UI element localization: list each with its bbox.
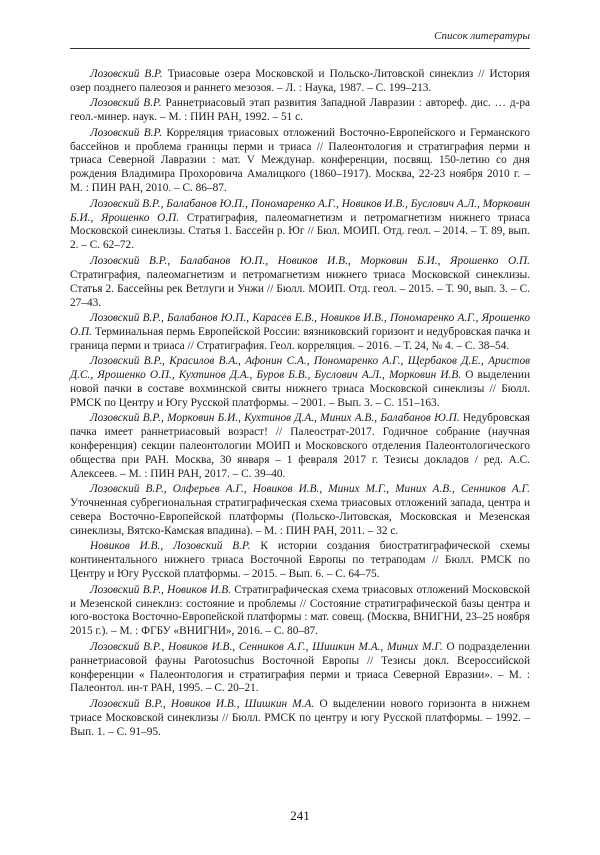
reference-entry bbox=[70, 698, 530, 740]
reference-authors: Лозовский В.Р., Красилов В.А., Афонин С.А., Пономаренко А.Г., Щербаков Д.Е., Аристов Д.С., Ярошенко О.П., Кухтинов Д.А., Буров Б.В., Буслович А.Л., Морковин И.В. bbox=[70, 355, 530, 382]
reference-entry bbox=[70, 312, 530, 354]
reference-authors: Лозовский В.Р., Олферьев А.Г., Новиков И.В., Миних М.Г., Миних А.В., Сенников А.Г. bbox=[90, 483, 530, 496]
reference-text: О выделении новой пачки в составе вохминской свиты нижнего триаса Московской синеклизы // Бюлл. РМСК по Центру и Югу Русской платформы. – 2001. – Вып. 3. – С. 151–163. bbox=[70, 369, 530, 409]
reference-text: Стратиграфия, палеомагнетизм и петромагнетизм нижнего триаса Московской синеклизы. Статья 1. Бассейн р. Юг // Бюл. МОИП. Отд. геол. – 2014. – Т. 89, вып. 2. – С. 62–72. bbox=[70, 211, 530, 252]
reference-entry bbox=[70, 127, 530, 197]
header-divider bbox=[70, 48, 530, 49]
reference-entry bbox=[70, 255, 530, 311]
reference-entry bbox=[70, 355, 530, 411]
reference-text: К истории создания биостратиграфической схемы континентального нижнего триаса Восточной Европы по тетраподам // Бюлл. РМСК по Центру и Югу Русской платформы. – 2015. – Вып. 6. – С. 64–75. bbox=[70, 540, 530, 581]
reference-entry bbox=[70, 412, 530, 482]
reference-text: Корреляция триасовых отложений Восточно-Европейского и Германского бассейнов и проблема границы перми и триаса // Палеонтология и стратиграфия перми и триаса Северной Лавразии : мат. V Междунар. конференции, посвящ. 150-летию со дня рождения Владимира Прохоровича Амалицкого (1860–1917). Москва, 22-23 ноября 2010 г. – М. : ПИН РАН, 2010. – С. 86–87. bbox=[70, 126, 530, 195]
reference-entry bbox=[70, 97, 530, 125]
reference-authors: Новиков И.В., Лозовский В.Р. bbox=[90, 540, 251, 553]
reference-authors: Лозовский В.Р., Новиков И.В. bbox=[90, 583, 231, 596]
reference-authors: Лозовский В.Р. bbox=[90, 126, 163, 139]
reference-entry bbox=[70, 641, 530, 697]
reference-entry bbox=[70, 198, 530, 254]
reference-list bbox=[70, 68, 530, 741]
reference-authors: Лозовский В.Р., Морковин Б.И., Кухтинов Д.А., Миних А.В., Балабанов Ю.П. bbox=[90, 412, 460, 425]
reference-authors: Лозовский В.Р., Балабанов Ю.П., Пономаренко А.Г., Новиков И.В., Буслович А.Л., Морковин Б.И., Ярошенко О.П. bbox=[70, 197, 530, 224]
reference-text: Триасовые озера Московской и Польско-Литовской синеклиз // История озер позднего палеозоя и раннего мезозоя. – Л. : Наука, 1987. – С. 199–213. bbox=[70, 68, 530, 94]
reference-text: Недубровская пачка имеет раннетриасовый возраст! // Палеострат-2017. Годичное собрание (научная конференция) секции палеонтологии МОИП и Московского отделения Палеонтологического общества при РАН. Москва, 30 января – 1 февраля 2017 г. Тезисы докладов / ред. А.С. Алексеев. – М. : ПИН РАН, 2017. – С. 39–40. bbox=[70, 412, 531, 480]
reference-authors: Лозовский В.Р., Новиков И.В., Шишкин М.А. bbox=[90, 697, 315, 710]
running-header: Список литературы bbox=[434, 30, 530, 42]
reference-entry bbox=[70, 540, 530, 582]
reference-text: Раннетриасовый этап развития Западной Лавразии : автореф. дис. … д-ра геол.-минер. наук. – М. : ПИН РАН, 1992. – 51 с. bbox=[70, 97, 530, 124]
reference-text: О выделении нового горизонта в нижнем триасе Московской синеклизы // Бюлл. РМСК по центру и югу Русской платформы. – 1992. – Вып. 1. – С. 91–95. bbox=[70, 697, 530, 738]
reference-text: Терминальная пермь Европейской России: вязниковский горизонт и недубровская пачка и граница перми и триаса // Стратиграфия. Геол. корреляция. – 2016. – Т. 24, № 4. – С. 38–54. bbox=[70, 325, 530, 352]
reference-authors: Лозовский В.Р. bbox=[90, 68, 163, 80]
reference-entry bbox=[70, 68, 530, 96]
reference-text: О подразделении раннетриасовой фауны Parotosuchus Восточной Европы // Тезисы докл. Всероссийской конференции « Палеонтология и стратиграфия перми и триаса Северной Евразии». – М. : Палеонтол. ин-т РАН, 1995. – С. 20–21. bbox=[70, 640, 530, 695]
reference-authors: Лозовский В.Р., Новиков И.В., Сенников А.Г., Шишкин М.А., Миних М.Г. bbox=[90, 640, 443, 653]
reference-authors: Лозовский В.Р., Балабанов Ю.П., Новиков И.В., Морковин Б.И., Ярошенко О.П. bbox=[90, 254, 530, 267]
reference-authors: Лозовский В.Р., Балабанов Ю.П., Карасев Е.В., Новиков И.В., Пономаренко А.Г., Ярошенко О.П. bbox=[70, 311, 530, 338]
reference-text: Стратиграфия, палеомагнетизм и петромагнетизм нижнего триаса Московской синеклизы. Статья 2. Бассейны рек Ветлуги и Унжи // Бюлл. МОИП. Отд. геол. – 2015. – Т. 90, вып. 3. – С. 27–43. bbox=[70, 268, 530, 309]
reference-entry bbox=[70, 483, 530, 539]
reference-text: Уточненная субрегиональная стратиграфическая схема триасовых отложений запада, центра и севера Восточно-Европейской платформы (Польско-Литовская, Московская и Мезенская синеклизы, Вятско-Камская впадина). – М. : ПИН РАН, 2011. – 32 с. bbox=[70, 497, 530, 537]
reference-text: Стратиграфическая схема триасовых отложений Московской и Мезенской синеклиз: состояние и проблемы // Состояние стратиграфической базы центра и юго-востока Восточно-Европейской платформы : мат. совещ. (Москва, ВНИГНИ, 23–25 ноября 2015 г.). – М. : ФГБУ «ВНИГНИ», 2016. – С. 80–87. bbox=[70, 583, 531, 638]
page-number: 241 bbox=[290, 808, 310, 823]
reference-authors: Лозовский В.Р. bbox=[90, 97, 162, 110]
reference-entry bbox=[70, 584, 530, 640]
